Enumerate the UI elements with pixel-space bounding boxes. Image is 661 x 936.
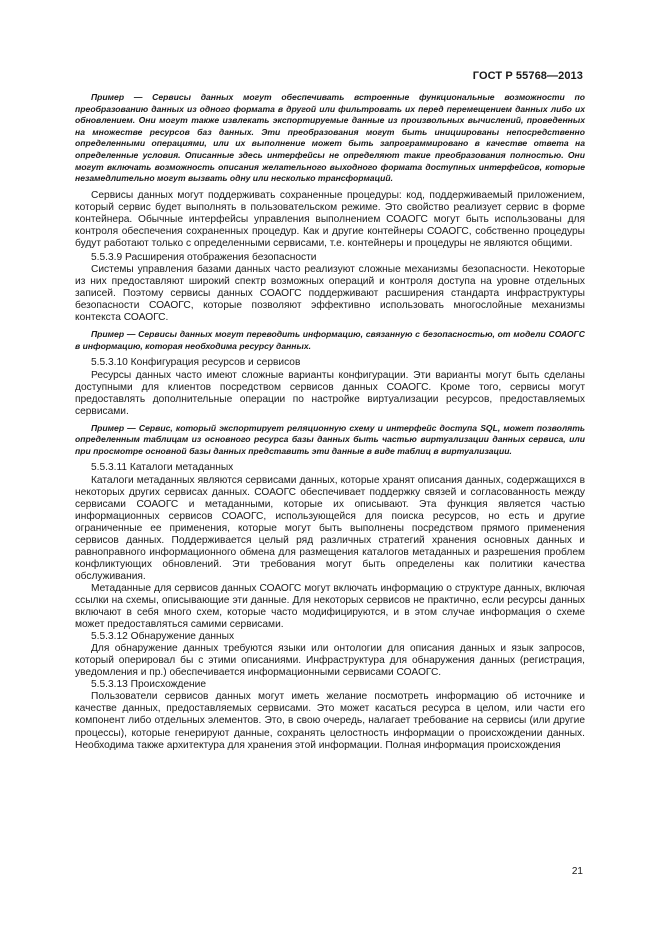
section-heading: 5.5.3.10 Конфигурация ресурсов и сервисов — [91, 357, 301, 369]
paragraph: Сервисы данных могут поддерживать сохраненные процедуры: код, поддерживаемый приложением, который сервис будет выполнять в пользовательском режиме. Это свойство реализует сервис в форме контейнера. Обычные интерфейсы управления выполнением СОАОГС могут быть использованы для контроля обеспечения сохраненных процедур. Как и другие контейнеры СОАОГС, собственно процедуры будут работают только с определенными сервисами, т.е. контейнеры и процедуры не являются общими. — [75, 189, 585, 249]
paragraph: Каталоги метаданных являются сервисами данных, которые хранят описания данных, содержащихся в некоторых других сервисах данных. СОАОГС обеспечивает поддержку связей и согласованность между сервисами СОАОГС и метаданными, которые их описывают. Эта функция является частью информационных сервисов СОАОГС, использующейся для поиска ресурсов, но есть и другие ограниченные ее применения, которые могут быть выполнены посредством прямого применения сервисов данных. Поддерживается целый ряд различных стратегий хранения основных данных и равноправного информационного обмена для размещения каталогов метаданных и разрешения проблем конфликтующих обновлений. Эти требования могут быть определены как политики качества обслуживания. — [75, 474, 585, 582]
section-heading: 5.5.3.13 Происхождение — [91, 679, 207, 691]
paragraph: Системы управления базами данных часто реализуют сложные механизмы безопасности. Некоторые из них предоставляют широкий спектр возможных операций и контроля доступа на уровне отдельных записей. Поэтому сервисы данных СОАОГС поддерживают расширения стандарта инфраструктуры безопасности СОАОГС, которые позволяют эффективно использовать многослойные механизмы контекста СОАОГС. — [75, 264, 585, 324]
paragraph: Пользователи сервисов данных могут иметь желание посмотреть информацию об источнике и качестве данных, предоставляемых сервисами. Это может касаться ресурса в целом, или части его компонент либо отдельных элементов. Это, в свою очередь, налагает требование на сервисы (или другие процессы), которые генерируют данные, сохранять целостность информации о происхождении данных. Необходима также архитектура для хранения этой информации. Полная информация происхождения — [75, 691, 585, 751]
paragraph: Для обнаружение данных требуются языки или онтологии для описания данных и язык запросов, который оперировал бы с этими описаниями. Инфраструктура для обнаружения данных (регистрация, уведомления и пр.) обеспечивается информационными сервисами СОАОГС. — [75, 643, 585, 679]
page-number: 21 — [571, 866, 583, 877]
paragraph: Метаданные для сервисов данных СОАОГС могут включать информацию о структуре данных, включая ссылки на схемы, описывающие эти данные. Для некоторых сервисов не практично, если ресурсы данных включают в себя много схем, которые часто модифицируются, и в этом случае информация о схеме может предоставляться самими сервисами. — [75, 582, 585, 631]
example-note: Пример — Сервисы данных могут обеспечивать встроенные функциональные возможности по преобразованию данных из одного формата в другой или фильтровать их перед перемещением данных либо их обновлением. Они могут также извлекать экспортируемые данные из произвольных вычислений, проведенных на множестве ресурсов баз данных. Эти преобразования могут быть инициированы непосредственно определенными операциями, или их выполнение может быть запрограммировано в качестве ответа на определенные условия. Описанные здесь интерфейсы не определяют такие преобразования полностью. Они могут включать возможность описания желательного выходного формата доступных интерфейсов, которые незамедлительно могут вызвать одну или несколько трансформаций. — [75, 92, 585, 184]
page-content — [75, 92, 585, 752]
section-heading: 5.5.3.12 Обнаружение данных — [91, 631, 235, 643]
example-note: Пример — Сервис, который экспортирует реляционную схему и интерфейс доступа SQL, может позволять определенным таблицам из основного ресурса базы данных быть частью виртуализации данных сервиса, или при просмотре основной базы данных представить эти данные в виде таблиц в виртуализации. — [75, 422, 585, 456]
paragraph: Ресурсы данных часто имеют сложные варианты конфигурации. Эти варианты могут быть сделаны доступными для клиентов посредством сервисов данных СОАОГС. Кроме того, сервисы могут предоставлять дополнительные операции по настройке виртуализации ресурсов, предоставляемых сервисами. — [75, 369, 585, 417]
section-heading: 5.5.3.11 Каталоги метаданных — [91, 462, 234, 474]
example-note: Пример — Сервисы данных могут переводить информацию, связанную с безопасностью, от модели СОАОГС в информацию, которая необходима ресурсу данных. — [75, 329, 585, 351]
document-id: ГОСТ Р 55768—2013 — [472, 70, 583, 82]
section-heading: 5.5.3.9 Расширения отображения безопасности — [91, 251, 317, 263]
